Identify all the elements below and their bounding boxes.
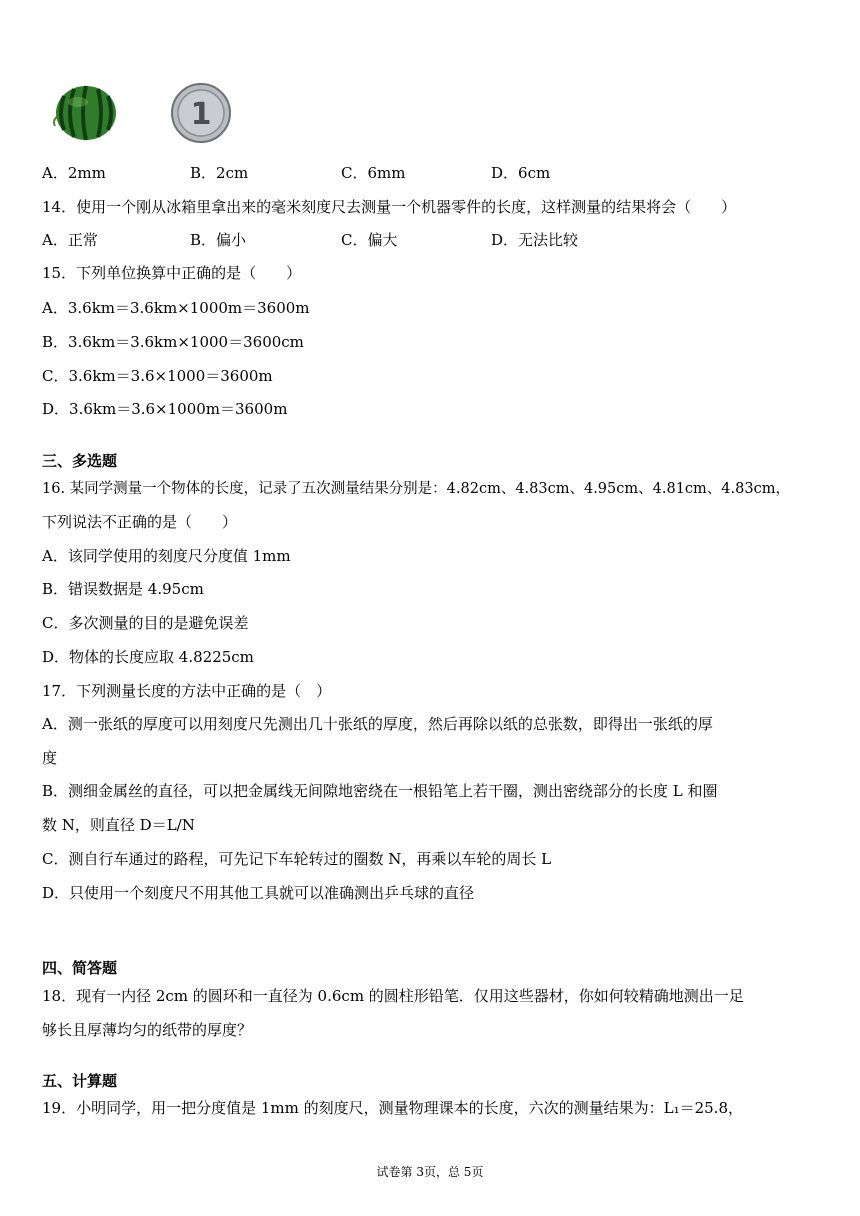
q14-option-a: A．正常 [42,231,98,249]
q19-line1: 19．小明同学，用一把分度值是 1mm 的刻度尺，测量物理课本的长度，六次的测量结果为：L₁＝25.8， [42,1099,743,1117]
q17-option-c: C．测自行车通过的路程，可先记下车轮转过的圈数 N，再乘以车轮的周长 L [42,850,552,868]
q16-option-c: C．多次测量的目的是避免误差 [42,614,249,632]
q15-option-b: B．3.6km＝3.6km×1000＝3600cm [42,333,304,351]
q16-option-a: A．该同学使用的刻度尺分度值 1mm [42,547,291,565]
section-heading-short-answer: 四、简答题 [42,959,118,977]
q13-option-d: D．6cm [491,164,551,182]
page-footer: 试卷第 3页，总 5页 [376,1165,484,1179]
q13-option-c: C．6mm [341,164,406,182]
q17-option-b-line2: 数 N，则直径 D＝L/N [42,816,195,834]
q16-stem-line1: 16. 某同学测量一个物体的长度，记录了五次测量结果分别是：4.82cm、4.83cm、4.95cm、4.81cm、4.83cm， [42,481,790,497]
q14-option-c: C．偏大 [341,231,398,249]
q15-option-a: A．3.6km＝3.6km×1000m＝3600m [42,299,310,317]
q14-option-b: B．偏小 [190,231,247,249]
q15-option-d: D．3.6km＝3.6×1000m＝3600m [42,400,288,418]
q13-option-a: A．2mm [42,164,106,182]
q17-option-d: D．只使用一个刻度尺不用其他工具就可以准确测出乒乓球的直径 [42,884,475,902]
section-heading-calculation: 五、计算题 [42,1072,118,1090]
watermelon-image [48,84,120,146]
q16-option-d: D．物体的长度应取 4.8225cm [42,648,254,666]
q18-line2: 够长且厚薄均匀的纸带的厚度？ [42,1021,253,1039]
q16-stem-line2: 下列说法不正确的是（ ） [42,513,238,531]
q14-stem: 14．使用一个刚从冰箱里拿出来的毫米刻度尺去测量一个机器零件的长度，这样测量的结果将会（ ） [42,198,737,216]
q17-option-b-line1: B．测细金属丝的直径，可以把金属线无间隙地密绕在一根铅笔上若干圈，测出密绕部分的长度 L 和圈 [42,782,718,800]
q17-option-a-line1: A．测一张纸的厚度可以用刻度尺先测出几十张纸的厚度，然后再除以纸的总张数，即得出一张纸的厚 [42,715,713,733]
section-heading-multiple-choice: 三、多选题 [42,452,118,470]
q13-option-b: B．2cm [190,164,249,182]
coin-denomination: 1 [190,97,212,132]
q15-option-c: C．3.6km＝3.6×1000＝3600m [42,367,273,385]
q14-option-d: D．无法比较 [491,231,579,249]
q18-line1: 18．现有一内径 2cm 的圆环和一直径为 0.6cm 的圆柱形铅笔．仅用这些器材，你如何较精确地测出一足 [42,987,744,1005]
q17-option-a-line2: 度 [42,749,58,767]
q17-stem: 17．下列测量长度的方法中正确的是（ ） [42,682,332,700]
q15-stem: 15．下列单位换算中正确的是（ ） [42,264,302,282]
coin-image [170,82,232,148]
q16-option-b: B．错误数据是 4.95cm [42,580,204,598]
